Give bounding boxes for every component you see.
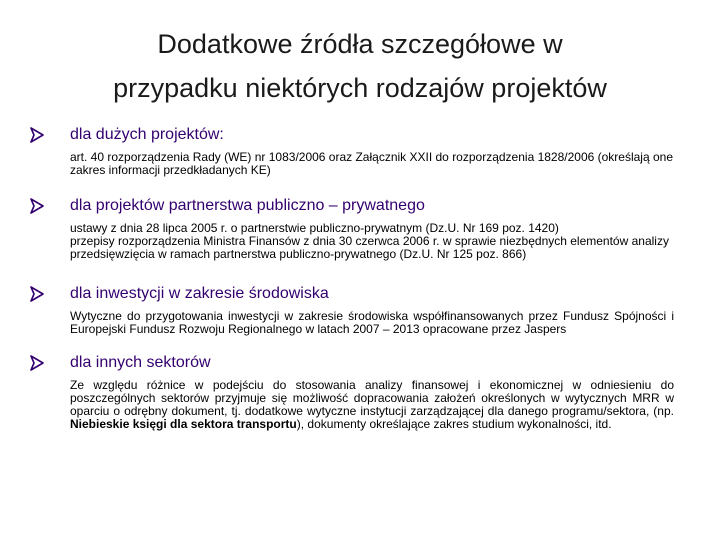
page-title bbox=[40, 22, 680, 110]
body-ppp-line-2: przepisy rozporządzenia Ministra Finansów z dnia 30 czerwca 2006 r. w sprawie niezbędnych elementów analizy przedsięwzięcia w ramach partnerstwa publiczno-prywatnego (Dz.U. Nr 125 poz. 866) bbox=[70, 234, 669, 261]
heading-large-projects: dla dużych projektów: bbox=[70, 126, 224, 143]
arrow-bullet-icon bbox=[30, 196, 52, 216]
arrow-bullet-icon bbox=[30, 284, 52, 304]
bullet-large-projects bbox=[30, 125, 224, 145]
body-ppp-projects bbox=[70, 222, 674, 261]
heading-ppp-projects: dla projektów partnerstwa publiczno – prywatnego bbox=[70, 197, 425, 214]
body-other-before: Ze względu różnice w podejściu do stosowania analizy finansowej i ekonomicznej w odniesieniu do poszczególnych sektorów przyjmuje się możliwość dopracowania założeń określonych w wytycznych MRR w oparciu o odrębny dokument, tj. dodatkowe wytyczne instytucji zarządzającej dla danego programu/sektora, (np. bbox=[70, 378, 674, 418]
body-environment: Wytyczne do przygotowania inwestycji w zakresie środowiska współfinansowanych przez Fundusz Spójności i Europejski Fundusz Rozwoju Regionalnego w latach 2007 – 2013 opracowane przez Jaspers bbox=[70, 309, 674, 336]
heading-environment: dla inwestycji w zakresie środowiska bbox=[70, 285, 329, 302]
bullet-other-sectors bbox=[30, 353, 211, 373]
body-ppp-line-1: ustawy z dnia 28 lipca 2005 r. o partnerstwie publiczno-prywatnym (Dz.U. Nr 169 poz. 1420) bbox=[70, 221, 559, 235]
title-line-2: przypadku niektórych rodzajów projektów bbox=[113, 73, 607, 103]
body-large-projects: art. 40 rozporządzenia Rady (WE) nr 1083/2006 oraz Załącznik XXII do rozporządzenia 1828/2006 (określają one zakres informacji przedkładanych KE) bbox=[70, 150, 674, 177]
body-other-sectors bbox=[70, 379, 674, 431]
title-line-1: Dodatkowe źródła szczegółowe w bbox=[157, 29, 563, 59]
bullet-ppp-projects bbox=[30, 196, 425, 216]
arrow-bullet-icon bbox=[30, 125, 52, 145]
body-other-after: ), dokumenty określające zakres studium wykonalności, itd. bbox=[296, 417, 612, 431]
body-other-bold: Niebieskie księgi dla sektora transportu bbox=[70, 417, 297, 431]
arrow-bullet-icon bbox=[30, 353, 52, 373]
bullet-environment bbox=[30, 284, 329, 304]
heading-other-sectors: dla innych sektorów bbox=[70, 354, 211, 371]
